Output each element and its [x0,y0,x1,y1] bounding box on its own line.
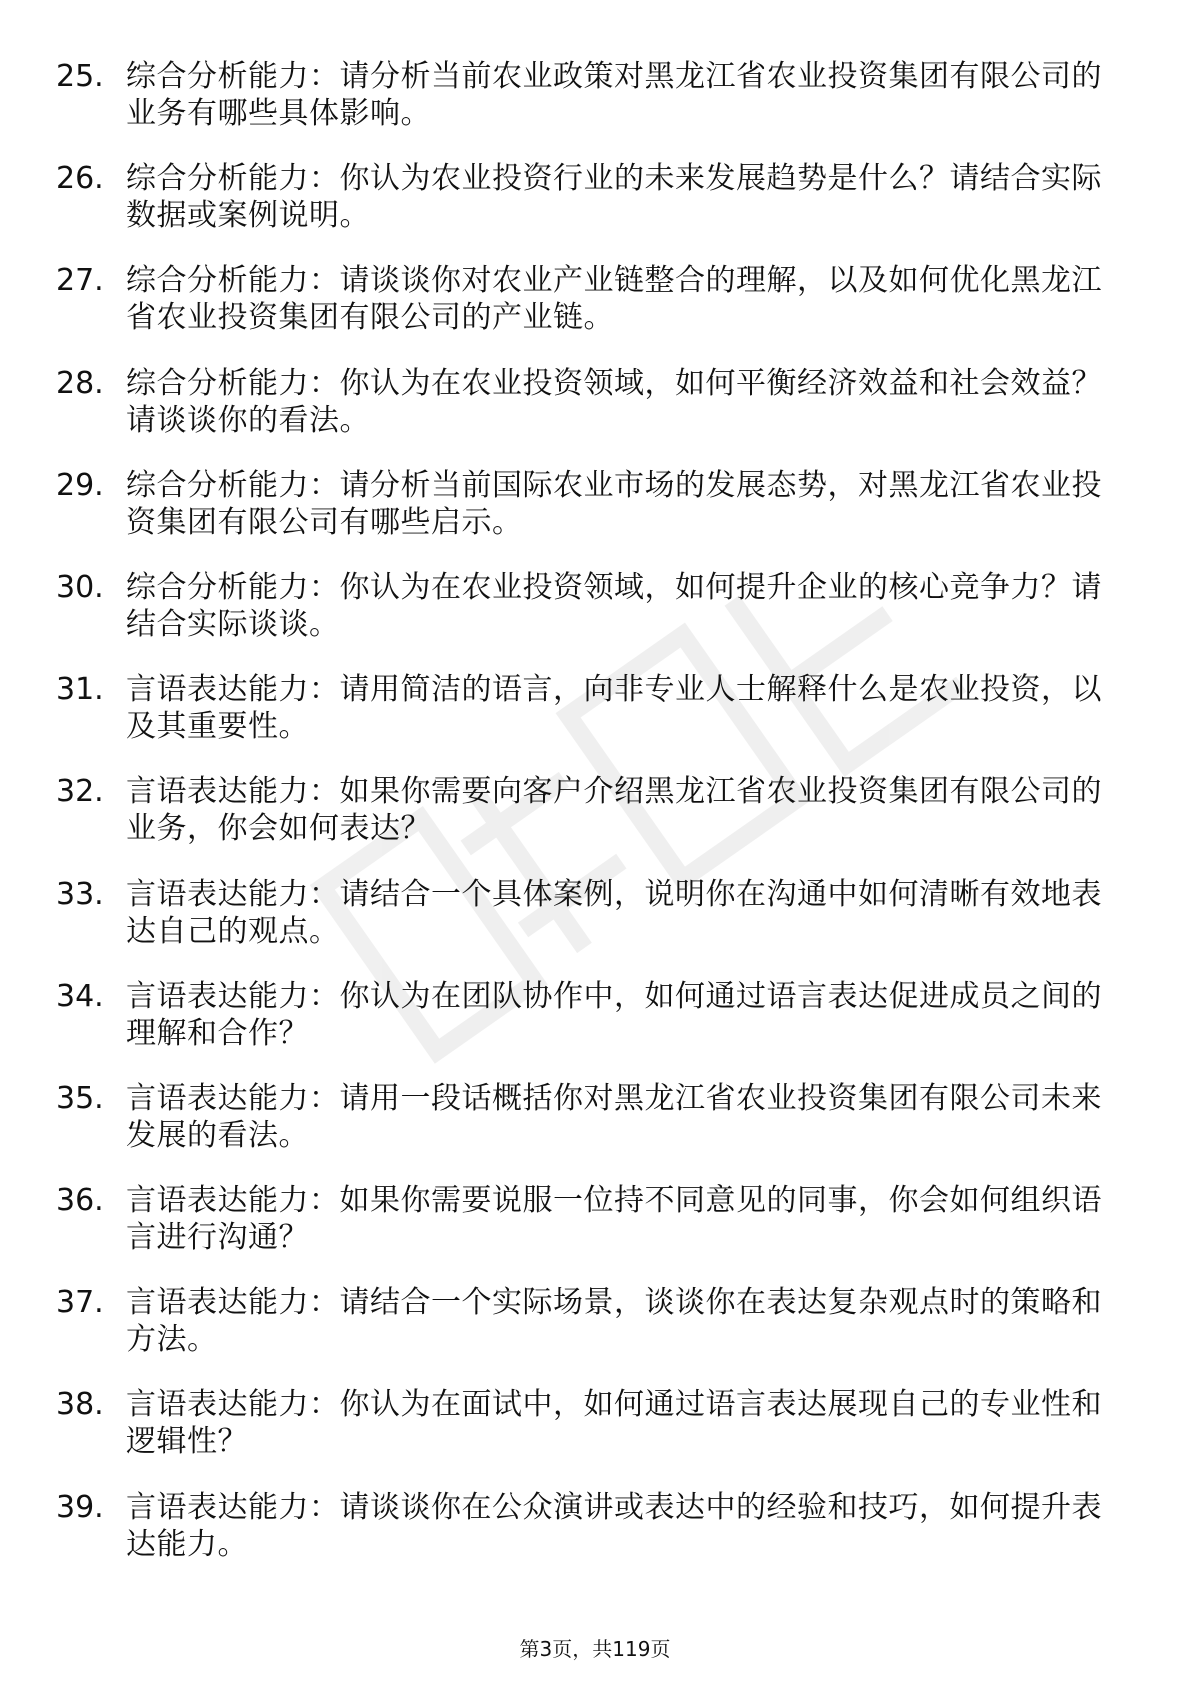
question-text: 言语表达能力：请用简洁的语言，向非专业人士解释什么是农业投资，以及其重要性。 [126,672,1102,745]
question-number: 29. [56,467,104,503]
question-item [0,870,1190,972]
question-item [0,359,1190,461]
question-number: 26. [56,161,104,197]
question-text: 言语表达能力：请谈谈你在公众演讲或表达中的经验和技巧，如何提升表达能力。 [126,1489,1102,1562]
question-text: 言语表达能力：你认为在团队协作中，如何通过语言表达促进成员之间的理解和合作？ [126,978,1102,1051]
question-item [0,1074,1190,1176]
question-list [0,52,1190,1585]
question-number: 36. [56,1183,104,1219]
question-text: 综合分析能力：请分析当前国际农业市场的发展态势，对黑龙江省农业投资集团有限公司有哪些启示。 [126,467,1102,540]
question-number: 32. [56,774,104,810]
question-item [0,1176,1190,1278]
question-text: 综合分析能力：你认为在农业投资领域，如何提升企业的核心竞争力？请结合实际谈谈。 [126,569,1102,642]
question-text: 言语表达能力：你认为在面试中，如何通过语言表达展现自己的专业性和逻辑性？ [126,1387,1102,1460]
question-item [0,1278,1190,1380]
question-number: 30. [56,569,104,605]
question-item [0,972,1190,1074]
question-number: 25. [56,59,104,94]
question-number: 35. [56,1080,104,1116]
question-number: 37. [56,1285,104,1321]
question-number: 33. [56,876,104,912]
question-number: 34. [56,978,104,1014]
question-item [0,154,1190,256]
question-text: 综合分析能力：你认为农业投资行业的未来发展趋势是什么？请结合实际数据或案例说明。 [126,161,1102,234]
question-item [0,767,1190,869]
question-number: 28. [56,365,104,401]
question-item [0,1483,1190,1585]
question-number: 39. [56,1489,104,1525]
page-footer: 第3页，共119页 [519,1637,671,1661]
question-text: 综合分析能力：请谈谈你对农业产业链整合的理解，以及如何优化黑龙江省农业投资集团有限公司的产业链。 [126,263,1102,336]
question-text: 言语表达能力：如果你需要说服一位持不同意见的同事，你会如何组织语言进行沟通？ [126,1183,1102,1256]
question-item [0,665,1190,767]
question-text: 综合分析能力：请分析当前农业政策对黑龙江省农业投资集团有限公司的业务有哪些具体影响。 [126,59,1102,131]
question-text: 言语表达能力：请结合一个实际场景，谈谈你在表达复杂观点时的策略和方法。 [126,1285,1102,1358]
question-number: 31. [56,672,104,708]
question-number: 27. [56,263,104,299]
question-text: 言语表达能力：请结合一个具体案例，说明你在沟通中如何清晰有效地表达自己的观点。 [126,876,1102,949]
question-text: 言语表达能力：请用一段话概括你对黑龙江省农业投资集团有限公司未来发展的看法。 [126,1080,1102,1153]
question-text: 综合分析能力：你认为在农业投资领域，如何平衡经济效益和社会效益？请谈谈你的看法。 [126,365,1102,438]
question-item [0,1380,1190,1482]
question-text: 言语表达能力：如果你需要向客户介绍黑龙江省农业投资集团有限公司的业务，你会如何表达？ [126,774,1102,847]
question-number: 38. [56,1387,104,1423]
question-item [0,52,1190,154]
question-item [0,461,1190,563]
question-item [0,256,1190,358]
question-item [0,563,1190,665]
